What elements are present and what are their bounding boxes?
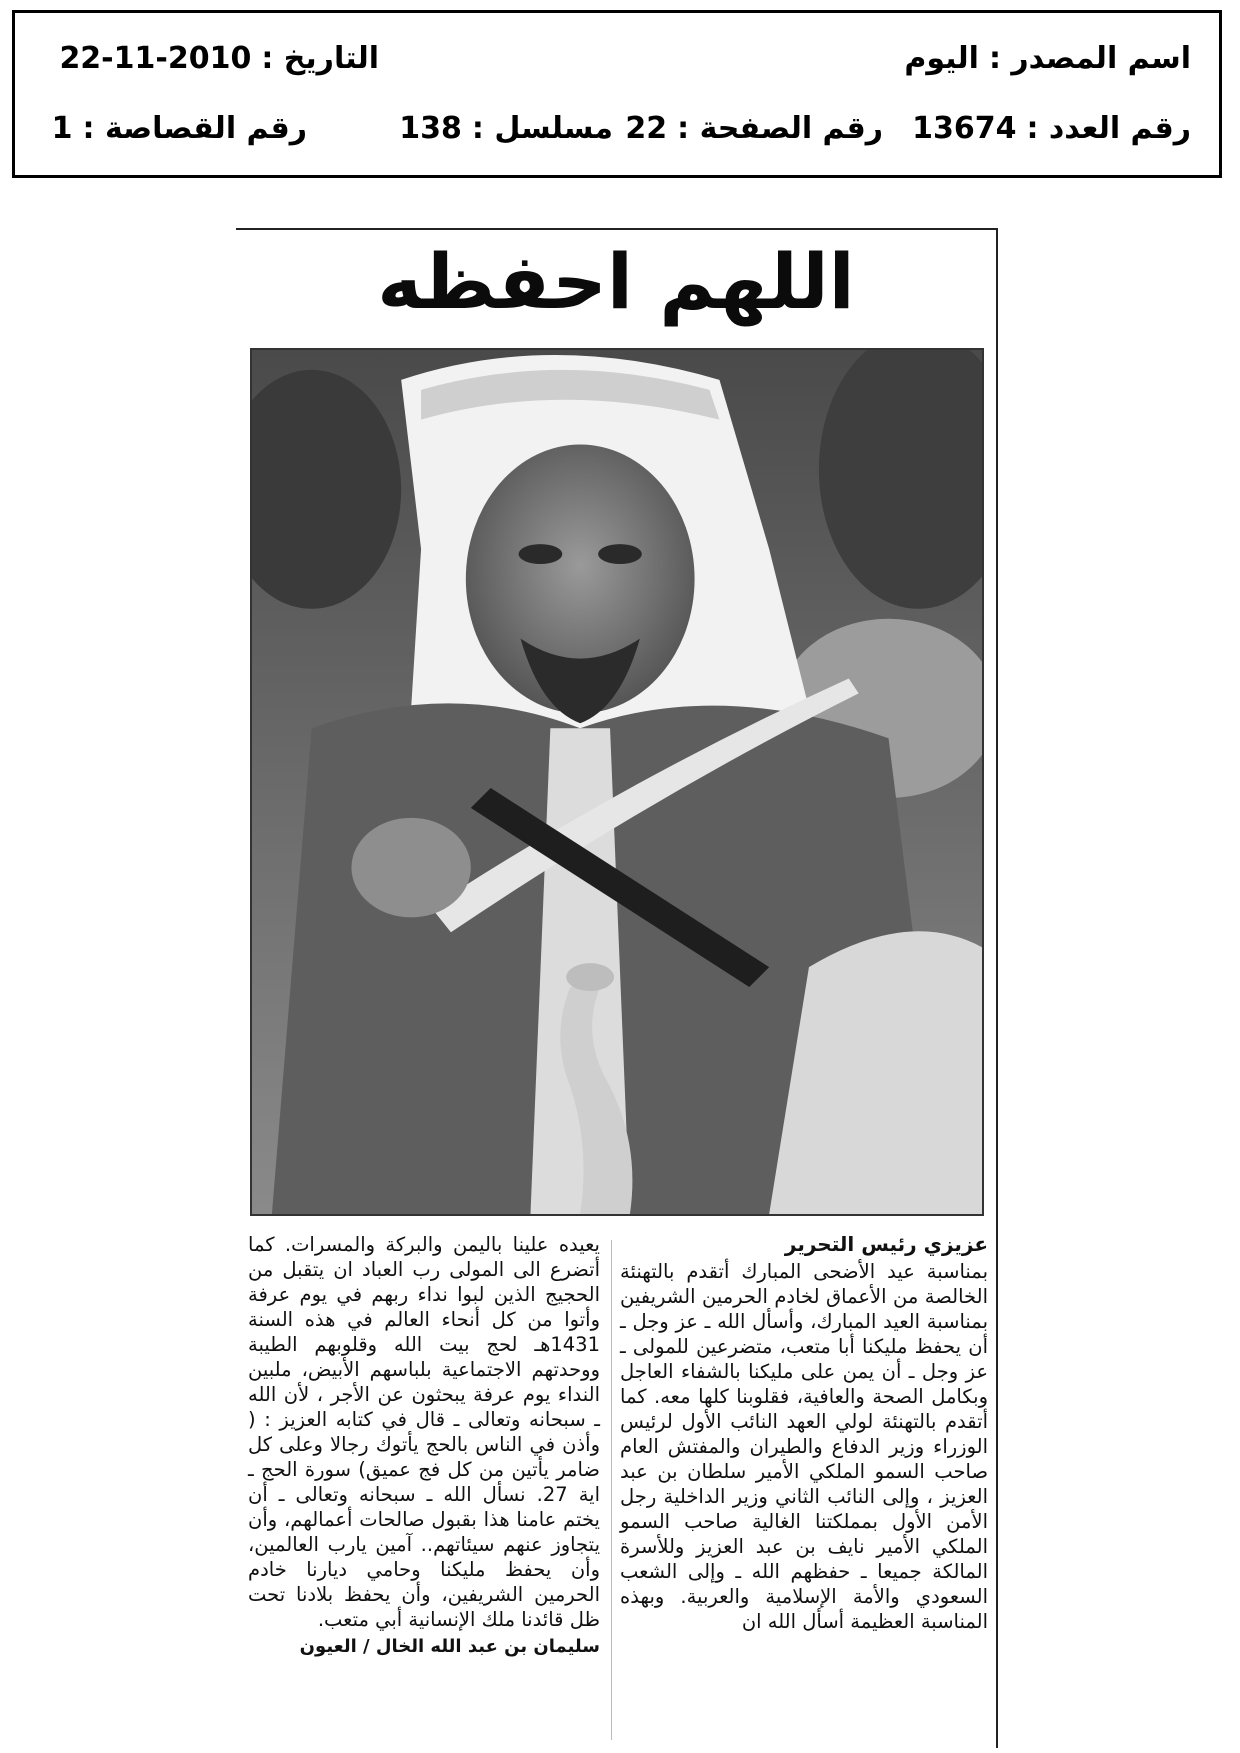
clip-label: رقم القصاصة :: [82, 111, 307, 146]
serial-value: 138: [399, 111, 462, 146]
newspaper-clipping: [236, 228, 998, 1748]
source-label: اسم المصدر :: [988, 41, 1191, 76]
article-greeting: عزيزي رئيس التحرير: [784, 1232, 988, 1256]
article-headline: اللهم احفظه: [377, 237, 855, 326]
issue-field: [912, 111, 1191, 146]
page-value: 22: [625, 111, 668, 146]
source-field: [904, 41, 1191, 76]
serial-label: مسلسل :: [471, 111, 613, 146]
article-column-left: [248, 1232, 600, 1659]
source-value: اليوم: [904, 41, 979, 76]
serial-field: [399, 111, 613, 146]
date-value: 22-11-2010: [59, 41, 252, 76]
clipping-metadata-box: [12, 10, 1222, 178]
article-text-right: بمناسبة عيد الأضحى المبارك أتقدم بالتهنئة الخالصة من الأعماق لخادم الحرمين الشريفين بمناسبة العيد المبارك، وأسأل الله ـ عز وجل ـ أن يحفظ مليكنا أبا متعب، متضرعين للمولى ـ عز وجل ـ أن يمن على مليكنا بالشفاء العاجل وبكامل الصحة والعافية، فقلوبنا كلها معه. كما أتقدم بالتهنئة لولي العهد النائب الأول لرئيس الوزراء وزير الدفاع والطيران والمفتش العام صاحب السمو الملكي الأمير سلطان بن عبد العزيز ، وإلى النائب الثاني وزير الداخلية رجل الأمن الأول بمملكتنا الغالية صاحب السمو الملكي الأمير نايف بن عبد العزيز وللأسرة المالكة جميعا ـ حفظهم الله ـ وإلى الشعب السعودي والأمة الإسلامية والعربية. وبهذه المناسبة العظيمة أسأل الله ان: [620, 1260, 988, 1633]
page-label: رقم الصفحة :: [677, 111, 883, 146]
column-divider: [611, 1240, 612, 1740]
issue-label: رقم العدد :: [1026, 111, 1191, 146]
page-field: [625, 111, 883, 146]
issue-value: 13674: [912, 111, 1017, 146]
king-portrait-image: [252, 350, 982, 1214]
article-column-right: [620, 1232, 988, 1634]
clip-value: 1: [51, 111, 73, 146]
article-signature: سليمان بن عبد الله الخال / العيون: [299, 1636, 600, 1657]
article-photo: [250, 348, 984, 1216]
article-text-left: يعيده علينا باليمن والبركة والمسرات. كما أتضرع الى المولى رب العباد ان يتقبل من الحجيج الذين لبوا نداء ربهم في يوم عرفة وأتوا من كل أنحاء العالم في هذه السنة 1431هـ لحج بيت الله وقلوبهم الطيبة ووحدتهم الاجتماعية بلباسهم الأبيض، ملبين النداء يوم عرفة يبحثون عن الأجر ، لأن الله ـ سبحانه وتعالى ـ قال في كتابه العزيز : ( وأذن في الناس بالحج يأتوك رجالا وعلى كل ضامر يأتين من كل فج عميق) سورة الحج ـ اية 27. نسأل الله ـ سبحانه وتعالى ـ أن يختم عامنا هذا بقبول صالحات أعمالهم، وأن يتجاوز عنهم سيئاتهم.. آمين يارب العالمين، وأن يحفظ مليكنا وحامي ديارنا خادم الحرمين الشريفين، وأن يحفظ بلادنا تحت ظل قائدنا ملك الإنسانية أبي متعب.: [248, 1233, 600, 1631]
clip-field: [52, 111, 307, 146]
date-field: [59, 41, 379, 76]
date-label: التاريخ :: [261, 41, 379, 76]
